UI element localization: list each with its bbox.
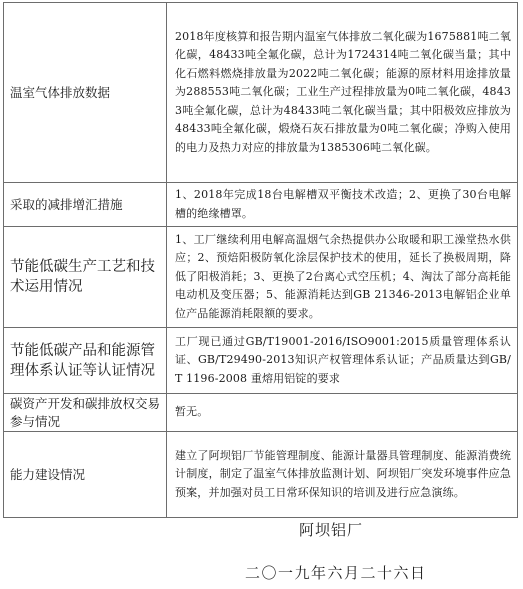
- row-content-cell: [167, 394, 518, 432]
- table-row: [4, 183, 518, 227]
- row-label: 温室气体排放数据: [10, 84, 111, 100]
- row-label-cell: [4, 394, 167, 432]
- row-content: 1、工厂继续利用电解高温烟气余热提供办公取暖和职工澡堂热水供应；2、预焙阳极防氧化涂层保护技术的使用，延长了换极周期，降低了阳极消耗；3、更换了2台离心式空压机；4、淘汰了部分高耗能电动机及变压器；5、能源消耗达到GB 21346-2013电解铝企业单位产品能源消耗限额的要求。: [175, 232, 511, 320]
- disclosure-table: [3, 2, 518, 518]
- row-label: 节能低碳生产工艺和技术运用情况: [10, 259, 155, 295]
- row-content-cell: [167, 328, 518, 394]
- table-row: [4, 227, 518, 328]
- row-label: 采取的减排增汇措施: [10, 196, 123, 212]
- signature-date: 二〇一九年六月二十六日: [245, 564, 427, 582]
- table-row: [4, 432, 518, 518]
- row-content: 暂无。: [175, 405, 209, 419]
- row-content: 工厂现已通过GB/T19001-2016/ISO9001:2015质量管理体系认证、GB/T29490-2013知识产权管理体系认证；产品质量达到GB/T 1196-2008 重熔用铝锭的要求: [175, 334, 511, 385]
- row-label: 节能低碳产品和能源管理体系认证等认证情况: [10, 342, 155, 379]
- row-content: 2018年度核算和报告期内温室气体排放二氧化碳为1675881吨二氧化碳，48433吨全氟化碳，总计为1724314吨二氧化碳当量；其中化石燃料燃烧排放量为2022吨二氧化碳；能源的原材料用途排放量为288553吨二氧化碳；工业生产过程排放量为0吨二氧化碳，48433吨全氟化碳，总计为48433吨二氧化碳当量；其中阳极效应排放为48433吨全氟化碳，煅烧石灰石排放量为0吨二氧化碳；净购入使用的电力及热力对应的排放量为1385306吨二氧化碳。: [175, 30, 511, 154]
- table-row: [4, 394, 518, 432]
- row-content-cell: [167, 227, 518, 328]
- table-row: [4, 3, 518, 183]
- row-label-cell: [4, 183, 167, 227]
- row-label-cell: [4, 432, 167, 518]
- signature-company: 阿坝铝厂: [299, 521, 364, 539]
- row-label: 碳资产开发和碳排放权交易参与情况: [10, 395, 161, 429]
- row-content: 建立了阿坝铝厂节能管理制度、能源计量器具管理制度、能源消费统计制度，制定了温室气体排放监测计划、阿坝铝厂突发环境事件应急预案，并加强对员工日常环保知识的培训及进行应急演练。: [175, 448, 511, 499]
- row-label-cell: [4, 328, 167, 394]
- row-label-cell: [4, 227, 167, 328]
- row-content-cell: [167, 432, 518, 518]
- row-label-cell: [4, 3, 167, 183]
- table-row: [4, 328, 518, 394]
- row-content: 1、2018年完成18台电解槽双平衡技术改造；2、更换了30台电解槽的绝缘槽罩。: [175, 188, 511, 220]
- row-content-cell: [167, 3, 518, 183]
- row-label: 能力建设情况: [10, 466, 86, 482]
- row-content-cell: [167, 183, 518, 227]
